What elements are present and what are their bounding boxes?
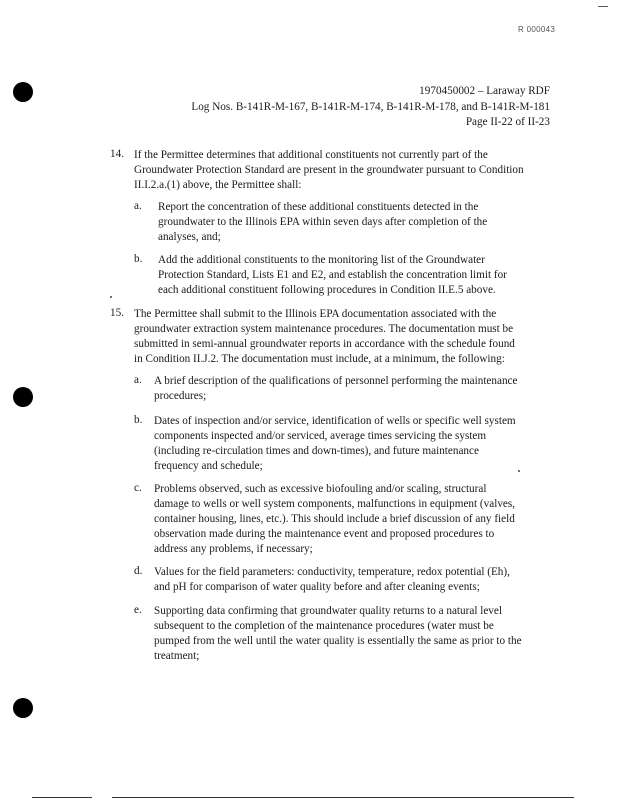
- subitem-label: c.: [134, 482, 142, 494]
- subitem-label: b.: [134, 253, 143, 265]
- text-line: Groundwater Protection Standard are present in the groundwater pursuant to Condition: [134, 164, 524, 176]
- text-line: groundwater to the Illinois EPA within seven days after completion of the: [158, 216, 488, 228]
- text-line: and pH for comparison of water quality before and after cleaning events;: [154, 581, 480, 593]
- text-line: observation made during the maintenance event and proposed procedures to: [154, 528, 495, 540]
- header-page-number: Page II-22 of II-23: [465, 116, 550, 128]
- text-line: A brief description of the qualifications of personnel performing the maintenance: [154, 375, 518, 387]
- text-line: Report the concentration of these additional constituents detected in the: [158, 201, 479, 213]
- text-line: container housing, lines, etc.). This should include a brief discussion of any field: [154, 513, 515, 525]
- text-line: subsequent to the completion of the maintenance procedures (water must be: [154, 620, 494, 632]
- text-line: damage to wells or well system components, malfunctions in equipment (valves,: [154, 498, 516, 510]
- bottom-rule: [32, 797, 92, 798]
- text-line: Dates of inspection and/or service, identification of wells or specific well system: [154, 415, 516, 427]
- text-line: Supporting data confirming that groundwater quality returns to a natural level: [154, 605, 502, 617]
- text-line: analyses, and;: [158, 231, 221, 243]
- subitem-label: a.: [134, 374, 142, 386]
- scan-speck: [110, 296, 112, 298]
- item-number: 15.: [110, 307, 124, 319]
- header-facility: 1970450002 – Laraway RDF: [419, 85, 550, 97]
- text-line: frequency and schedule;: [154, 460, 263, 472]
- text-line: submitted in semi-annual groundwater reports in accordance with the schedule found: [134, 338, 515, 350]
- text-line: Values for the field parameters: conductivity, temperature, redox potential (Eh),: [154, 566, 510, 578]
- subitem-label: a.: [134, 200, 142, 212]
- text-line: components inspected and/or serviced, average times servicing the system: [154, 430, 487, 442]
- text-line: Protection Standard, Lists E1 and E2, and establish the concentration limit for: [158, 269, 507, 281]
- text-line: treatment;: [154, 650, 200, 662]
- text-line: in Condition II.J.2. The documentation must include, at a minimum, the following:: [134, 353, 505, 365]
- text-line: II.I.2.a.(1) above, the Permittee shall:: [134, 179, 302, 191]
- scan-mark: [598, 6, 608, 7]
- punch-hole: [13, 698, 33, 718]
- bottom-rule: [112, 797, 374, 798]
- text-line: The Permittee shall submit to the Illinois EPA documentation associated with the: [134, 308, 497, 320]
- bottom-rule: [374, 797, 574, 798]
- text-line: each additional constituent following procedures in Condition II.E.5 above.: [158, 284, 496, 296]
- text-line: groundwater extraction system maintenance procedures. The documentation must be: [134, 323, 514, 335]
- header-log-numbers: Log Nos. B-141R-M-167, B-141R-M-174, B-141R-M-178, and B-141R-M-181: [191, 100, 550, 113]
- text-line: If the Permittee determines that additional constituents not currently part of the: [134, 149, 488, 161]
- page-header: [191, 84, 550, 131]
- bates-number: R 000043: [518, 25, 556, 34]
- item-number: 14.: [110, 148, 124, 160]
- text-line: Add the additional constituents to the monitoring list of the Groundwater: [158, 254, 485, 266]
- punch-hole: [13, 387, 33, 407]
- text-line: (including re-circulation times and down-times), and future maintenance: [154, 445, 479, 457]
- punch-hole: [13, 82, 33, 102]
- text-line: Problems observed, such as excessive biofouling and/or scaling, structural: [154, 483, 487, 495]
- subitem-label: d.: [134, 565, 143, 577]
- subitem-label: e.: [134, 604, 142, 616]
- subitem-label: b.: [134, 414, 143, 426]
- text-line: pumped from the well until the water quality is essentially the same as prior to the: [154, 635, 522, 647]
- scan-speck: [518, 470, 520, 472]
- text-line: procedures;: [154, 390, 207, 402]
- text-line: address any problems, if necessary;: [154, 543, 313, 555]
